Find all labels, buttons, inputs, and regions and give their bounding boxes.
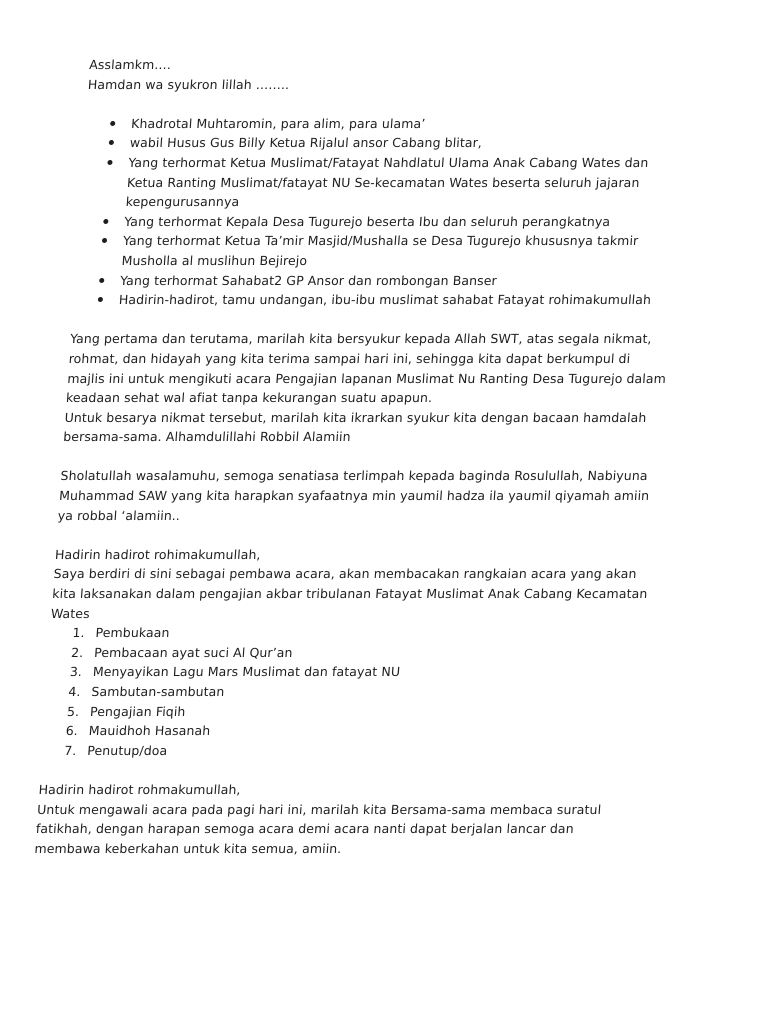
agenda-number: 2. [70, 644, 84, 660]
agenda-item [45, 682, 646, 702]
agenda-number: 4. [67, 684, 82, 699]
bullet-icon [99, 278, 104, 283]
list-item-text: Hadirin-hadirot, tamu undangan, ibu-ibu muslimat sahabat Fatayat rohimakumullah [118, 292, 652, 308]
spacer [61, 447, 662, 467]
agenda-item [43, 702, 644, 722]
agenda-number: 5. [66, 703, 80, 719]
spacer [56, 525, 657, 545]
agenda-text: Sambutan-sambutan [90, 684, 226, 699]
document-body [34, 55, 690, 858]
agenda-item [46, 662, 647, 682]
agenda-number: 7. [63, 742, 78, 758]
audience-address: Hadirin hadirot rohmakumullah, [38, 781, 242, 797]
greeting-line: Asslamkm…. [88, 57, 172, 72]
agenda-item [48, 643, 649, 663]
salutation-list [72, 114, 686, 310]
agenda-text: Mauidhoh Hasanah [88, 723, 211, 739]
list-item-text: wabil Husus Gus Billy Ketua Rijalul ansor Cabang blitar, [129, 135, 483, 151]
gratitude-paragraph: Yang pertama dan terutama, marilah kita bersyukur kepada Allah SWT, atas segala nikmat, rohmat, dan hidayah yang kita terima sampai hari ini, sehingga kita dapat berkumpul di majlis ini untuk mengikuti acara Pengajian lapanan Muslimat Nu Ranting Desa Tugurejo dalam keadaan sehat wal afiat tanpa kekurangan suatu apapun. [65, 331, 667, 406]
spacer [86, 94, 687, 114]
list-item [85, 114, 686, 134]
list-item [78, 212, 679, 232]
audience-address: Hadirin hadirot rohimakumullah, [54, 546, 262, 562]
agenda-text: Pembukaan [95, 625, 171, 641]
agenda-text: Pengajian Fiqih [89, 703, 187, 719]
bullet-icon [102, 238, 107, 243]
agenda-number: 6. [65, 723, 79, 739]
list-item-text: Yang terhormat Sahabat2 GP Ansor dan rombongan Banser [119, 272, 498, 288]
agenda-text: Penutup/doa [86, 742, 168, 758]
agenda-number: 1. [72, 625, 86, 641]
bullet-icon [98, 297, 103, 302]
bullet-icon [103, 219, 108, 224]
spacer [71, 310, 672, 330]
hamdalah-paragraph: Untuk besarya nikmat tersebut, marilah kita ikrarkan syukur kita dengan bacaan hamdalah bersama-sama. Alhamdulillahi Robbil Alamiin [62, 409, 648, 445]
list-item-text: Yang terhormat Ketua Muslimat/Fatayat Nahdlatul Ulama Anak Cabang Wates dan Ketua Ranting Muslimat/fatayat NU Se-kecamatan Wates beserta seluruh jajaran kepengurusannya [125, 154, 649, 210]
agenda-intro-paragraph: Saya berdiri di sini sebagai pembawa acara, akan membacakan rangkaian acara yang akan kita laksanakan dalam pengajian akbar tribulanan Fatayat Muslimat Anak Cabang Kecamatan Wates [50, 566, 648, 621]
sholawat-paragraph: Sholatullah wasalamuhu, semoga senatiasa terlimpah kepada baginda Rosulullah, Nabiyuna Muhammad SAW yang kita harapkan syafaatnya min yaumil hadza ila yaumil qiyamah amiin ya robbal ‘alamiin.. [57, 468, 650, 523]
agenda-text: Menyayikan Lagu Mars Muslimat dan fatayat NU [92, 664, 401, 680]
list-item [79, 153, 683, 212]
hamdalah-line: Hamdan wa syukron lillah …….. [87, 76, 290, 92]
agenda-number: 3. [69, 664, 83, 680]
spacer [39, 760, 640, 780]
bullet-icon [107, 160, 112, 165]
closing-paragraph: Untuk mengawali acara pada pagi hari ini, marilah kita Bersama-sama membaca suratul fatikhah, dengan harapan semoga acara demi acara nanti dapat berjalan lancar dan membawa keberkahan untuk kita semua, amiin. [34, 801, 602, 856]
list-item-text: Yang terhormat Kepala Desa Tugurejo beserta Ibu dan seluruh perangkatnya [123, 213, 611, 229]
list-item [83, 133, 684, 153]
agenda-list [41, 623, 651, 760]
list-item-text: Yang terhormat Ketua Ta’mir Masjid/Mushalla se Desa Tugurejo khususnya takmir Musholla al muslihun Bejirejo [121, 233, 639, 268]
bullet-icon [110, 121, 115, 126]
bullet-icon [109, 140, 114, 145]
agenda-item [49, 623, 650, 643]
list-item-text: Khadrotal Muhtaromin, para alim, para ulama’ [130, 115, 426, 131]
agenda-item [42, 721, 643, 741]
list-item [74, 271, 675, 291]
agenda-text: Pembacaan ayat suci Al Qur’an [93, 644, 294, 660]
agenda-item [41, 741, 642, 761]
list-item [75, 231, 678, 270]
list-item [72, 290, 673, 310]
